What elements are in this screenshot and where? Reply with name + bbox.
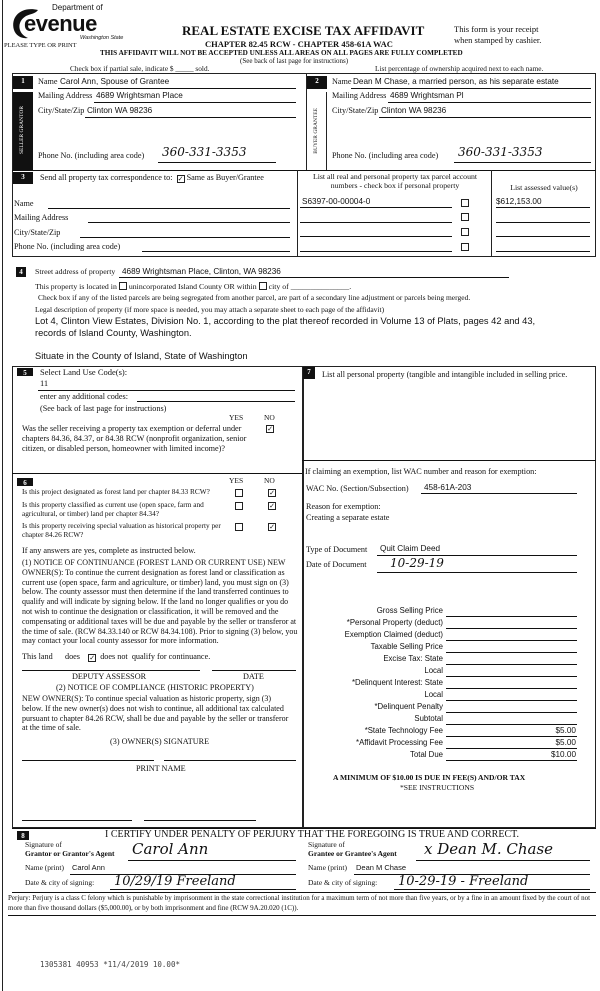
logo-dept: Department of xyxy=(52,3,103,12)
underline xyxy=(351,88,591,89)
seller-phone-field[interactable]: 360-331-3353 xyxy=(162,145,247,159)
buyer-side-label: BUYER GRANTEE xyxy=(313,108,319,154)
fee-value-field[interactable]: $5.00 xyxy=(555,726,576,735)
underline xyxy=(128,860,296,861)
fee-underline xyxy=(446,652,577,653)
label: does not xyxy=(100,652,128,661)
historic-question: Is this property receiving special valuation as historical property per chapter 84.26 RCW? xyxy=(22,521,221,539)
section-number: 1 xyxy=(13,76,33,89)
underline xyxy=(379,117,591,118)
personal-property-checkbox[interactable] xyxy=(461,243,469,251)
print-name-field[interactable] xyxy=(22,820,132,821)
label: Phone No. (including area code) xyxy=(14,242,121,251)
label: Type of Document xyxy=(306,545,368,554)
assessed-header: List assessed value(s) xyxy=(510,183,578,192)
divider xyxy=(491,170,492,257)
underline xyxy=(110,889,296,890)
underline xyxy=(158,162,276,163)
fee-value-field[interactable]: $5.00 xyxy=(555,738,576,747)
see-back-note: (See back of last page for instructions) xyxy=(240,57,349,65)
label: Phone No. (including area code) xyxy=(332,151,439,160)
fee-label: Taxable Selling Price xyxy=(370,642,443,651)
notice-of-continuance: (1) NOTICE OF CONTINUANCE (FOREST LAND OR CURRENT USE) NEW OWNER(S): To continue the current designation as forest land or classification as current use (open space, farm and agriculture, or timber) land, you must sign on (3) below. The county assessor must then determine if the land transferred continues to qualify and will indicate by signing below. If the land no longer qualifies or you do not wish to continue the designation or classification, it will be removed and the compensating or additional taxes will be due and payable by the seller or transferor at the time of sale. (RCW 84.33.140 or RCW 84.34.108). Prior to signing (3) below, you may contact your local county assessor for more information. xyxy=(22,558,298,646)
if-yes-note: If any answers are yes, complete as instructed below. xyxy=(22,546,196,555)
underline xyxy=(421,493,577,494)
label: city of xyxy=(268,282,289,291)
document-date-field[interactable]: 10-29-19 xyxy=(390,556,444,570)
personal-property-checkbox[interactable] xyxy=(461,228,469,236)
fee-label: Excise Tax: State xyxy=(383,654,443,663)
fee-label: *State Technology Fee xyxy=(364,726,443,735)
exemption-reason-field[interactable]: Creating a separate estate xyxy=(306,513,390,522)
legal-description-line[interactable]: Lot 4, Clinton View Estates, Division No. 1, according to the plat thereof recorded in Volume 13 of Plats, pages 42 and 43, xyxy=(35,316,536,326)
personal-property-checkbox[interactable] xyxy=(461,213,469,221)
section-number: 4 xyxy=(16,267,26,277)
label: WAC No. (Section/Subsection) xyxy=(306,484,409,493)
parties-box xyxy=(12,73,596,257)
logo-name: evenue xyxy=(24,11,97,36)
label: Legal description of property (if more space is needed, you may attach a separate sheet to each page of the affidavit) xyxy=(35,305,385,314)
label: Street address of property xyxy=(35,267,116,276)
grantor-print-name-field[interactable]: Carol Ann xyxy=(72,863,105,872)
partial-sale-note: Check box if partial sale, indicate $ _____ sold. xyxy=(70,64,210,73)
seller-mail-field[interactable]: 4689 Wrightsman Place xyxy=(96,91,183,100)
corr-city-field[interactable] xyxy=(80,237,290,238)
label: Mailing Address xyxy=(38,91,93,100)
please-type-note: PLEASE TYPE OR PRINT xyxy=(4,42,77,49)
forest-yes-checkbox[interactable] xyxy=(235,489,243,497)
historic-no-checkbox[interactable]: ✓ xyxy=(269,523,275,531)
label: Grantee or Grantee's Agent xyxy=(308,849,397,858)
land-use-code-field[interactable]: 11 xyxy=(40,378,49,388)
fee-label: Gross Selling Price xyxy=(376,606,443,615)
corr-name-field[interactable] xyxy=(48,208,290,209)
label: Mailing Address xyxy=(332,91,387,100)
label: This property is located in xyxy=(35,282,117,291)
fee-underline xyxy=(446,616,577,617)
deputy-assessor-signature[interactable] xyxy=(22,670,200,671)
city-checkbox[interactable] xyxy=(259,282,267,290)
label: Signature of xyxy=(25,840,62,849)
ownership-note: List percentage of ownership acquired next to each name. xyxy=(375,64,544,73)
yes-header: YES xyxy=(229,413,244,422)
divider xyxy=(12,473,302,474)
label: (See back of last page for instructions) xyxy=(40,404,167,413)
label: DATE xyxy=(243,672,264,681)
see-instructions-note: *SEE INSTRUCTIONS xyxy=(400,783,475,792)
grantee-date-city-field[interactable]: 10-29-19 - Freeland xyxy=(398,874,529,889)
street-address-field[interactable]: 4689 Wrightsman Place, Clinton, WA 98236 xyxy=(122,267,281,276)
parcel-number-field[interactable] xyxy=(300,222,452,223)
fee-underline xyxy=(446,760,577,761)
fee-underline xyxy=(446,688,577,689)
label: qualify for continuance. xyxy=(131,652,211,661)
legal-description-line[interactable]: Situate in the County of Island, State of Washington xyxy=(35,351,248,361)
same-as-buyer-checkbox[interactable]: ✓ xyxy=(177,175,184,183)
label: Name xyxy=(14,199,34,208)
grantor-date-city-field[interactable]: 10/29/19 Freeland xyxy=(114,874,236,889)
label: Date & city of signing: xyxy=(25,878,95,887)
label: If claiming an exemption, list WAC number and reason for exemption: xyxy=(305,467,537,476)
same-as-label: Same as Buyer/Grantee xyxy=(186,173,264,182)
fee-underline xyxy=(446,640,577,641)
assessed-value-field[interactable] xyxy=(496,251,590,252)
corr-phone-field[interactable] xyxy=(142,251,290,252)
label: unincorporated Island County OR within xyxy=(128,282,257,291)
current-use-yes-checkbox[interactable] xyxy=(235,502,243,510)
seller-city-field[interactable]: Clinton WA 98236 xyxy=(87,106,153,115)
underline xyxy=(496,207,590,208)
label: Phone No. (including area code) xyxy=(38,151,145,160)
current-use-question: Is this property classified as current use (open space, farm and agricultural, or timber) land per chapter 84.34? xyxy=(22,500,204,518)
assessed-value-field[interactable] xyxy=(496,222,590,223)
yes-header: YES xyxy=(229,476,244,485)
section-number: 8 xyxy=(17,831,29,840)
label: PRINT NAME xyxy=(136,764,186,773)
underline xyxy=(119,277,509,278)
underline xyxy=(94,102,296,103)
notice-of-compliance-title: (2) NOTICE OF COMPLIANCE (HISTORIC PROPERTY) xyxy=(56,683,254,692)
buyer-city-field[interactable]: Clinton WA 98236 xyxy=(381,106,447,115)
label: Name (print) xyxy=(25,863,64,872)
underline xyxy=(377,572,577,573)
fee-underline xyxy=(446,628,577,629)
personal-property-checkbox[interactable] xyxy=(461,199,469,207)
assessed-value-field[interactable]: $612,153.00 xyxy=(496,197,542,206)
send-to-label: Send all property tax correspondence to: xyxy=(40,173,173,182)
section-number: 5 xyxy=(17,368,33,376)
print-name-field[interactable] xyxy=(144,820,256,821)
parcel-number-field[interactable] xyxy=(300,251,452,252)
label: (3) OWNER(S) SIGNATURE xyxy=(110,737,210,746)
label: This land xyxy=(22,652,53,661)
historic-yes-checkbox[interactable] xyxy=(235,523,243,531)
parcel-header: numbers - check box if personal property xyxy=(330,181,460,190)
section-number: 6 xyxy=(17,478,33,486)
grantor-signature-field[interactable]: Carol Ann xyxy=(132,840,209,858)
parcel-header: List all real and personal property tax parcel account xyxy=(312,172,478,181)
perjury-notice: Perjury: Perjury is a class C felony which is punishable by imprisonment in the state correctional institution for a maximum term of not more than five years, or by a fine in an amount fixed by the court of not more than five thousand dollars ($5,000.00), or by both imprisonment and fine (RCW 9A.20.020 (1C)). xyxy=(8,894,591,912)
minimum-due-note: A MINIMUM OF $10.00 IS DUE IN FEE(S) AND/OR TAX xyxy=(333,773,526,782)
current-use-no-checkbox[interactable]: ✓ xyxy=(269,502,275,510)
parcel-number-field[interactable]: S6397-00-00004-0 xyxy=(302,197,371,206)
label: Date of Document xyxy=(306,560,367,569)
fee-underline xyxy=(446,676,577,677)
underline xyxy=(454,162,591,163)
no-header: NO xyxy=(264,476,275,485)
underline xyxy=(388,102,591,103)
label: Grantor or Grantor's Agent xyxy=(25,849,115,858)
wac-number-field[interactable]: 458-61A-203 xyxy=(424,483,472,492)
divider xyxy=(297,170,298,257)
buyer-phone-field[interactable]: 360-331-3353 xyxy=(458,145,543,159)
document-type-field[interactable]: Quit Claim Deed xyxy=(380,544,441,553)
label: does xyxy=(64,652,80,661)
forest-no-checkbox[interactable]: ✓ xyxy=(269,489,275,497)
owner-signature-field[interactable] xyxy=(164,760,296,761)
label: enter any additional codes: xyxy=(40,392,128,401)
fee-label: Local xyxy=(424,690,443,699)
exemption-question: Was the seller receiving a property tax exemption or deferral under chapters 84.36, 84.37, or 84.38 RCW (nonprofit organization, senior citizen, or disabled person, homeowner with limited income)? xyxy=(22,424,247,454)
fee-label: Local xyxy=(424,666,443,675)
label: Date & city of signing: xyxy=(308,878,378,887)
buyer-name-field[interactable]: Dean M Chase, a married person, as his separate estate xyxy=(353,77,559,86)
owner-signature-field[interactable] xyxy=(22,760,154,761)
label: City/State/Zip xyxy=(38,106,85,115)
no-header: NO xyxy=(264,413,275,422)
fee-value-field[interactable]: $10.00 xyxy=(550,750,576,759)
underline xyxy=(416,860,590,861)
label: Signature of xyxy=(308,840,345,849)
fee-label: Total Due xyxy=(410,750,443,759)
does-not-qualify-checkbox[interactable]: ✓ xyxy=(89,654,96,662)
fee-label: *Delinquent Interest: State xyxy=(351,678,443,687)
label: Name xyxy=(38,77,58,86)
grantee-print-name-field[interactable]: Dean M Chase xyxy=(356,863,407,872)
seller-side-label: SELLER GRANTOR xyxy=(19,106,25,155)
divider xyxy=(12,892,596,893)
underline xyxy=(85,117,296,118)
parcel-number-field[interactable] xyxy=(300,236,452,237)
underline xyxy=(300,207,452,208)
fee-underline xyxy=(446,724,577,725)
label: Select Land Use Code(s): xyxy=(40,367,128,377)
receipt-note-1: This form is your receipt xyxy=(454,24,539,34)
unincorporated-checkbox[interactable] xyxy=(119,282,127,290)
form-chapter: CHAPTER 82.45 RCW - CHAPTER 458-61A WAC xyxy=(205,39,393,49)
page-edge-left xyxy=(2,0,3,991)
receipt-note-2: when stamped by cashier. xyxy=(454,35,542,45)
underline xyxy=(58,88,296,89)
grantee-signature-field[interactable]: x Dean M. Chase xyxy=(424,840,554,858)
seller-name-field[interactable]: Carol Ann, Spouse of Grantee xyxy=(60,77,170,86)
fee-underline xyxy=(446,736,577,737)
label: City/State/Zip xyxy=(14,228,61,237)
label: DEPUTY ASSESSOR xyxy=(72,672,147,681)
exemption-no-checkbox[interactable]: ✓ xyxy=(267,425,273,433)
divider xyxy=(302,460,596,461)
fee-underline xyxy=(446,664,577,665)
legal-description-line[interactable]: records of Island County, Washington. xyxy=(35,328,192,338)
label: Reason for exemption: xyxy=(306,502,381,511)
additional-codes-field[interactable] xyxy=(137,401,295,402)
fee-label: Subtotal xyxy=(414,714,443,723)
section-number: 2 xyxy=(307,76,327,89)
perjury-certification: I CERTIFY UNDER PENALTY OF PERJURY THAT THE FOREGOING IS TRUE AND CORRECT. xyxy=(105,829,519,840)
divider xyxy=(8,915,596,916)
divider xyxy=(12,170,596,171)
segregated-note: Check box if any of the listed parcels are being segregated from another parcel, are part of a secondary line adjustment or parcels being merged. xyxy=(38,293,471,302)
forest-question: Is this project designated as forest land per chapter 84.33 RCW? xyxy=(22,487,210,496)
label: Name xyxy=(332,77,352,86)
buyer-mail-field[interactable]: 4689 Wrightsman Pl xyxy=(390,91,464,100)
corr-mail-field[interactable] xyxy=(88,222,290,223)
underline xyxy=(394,889,590,890)
fee-label: Exemption Claimed (deduct) xyxy=(344,630,443,639)
label: Mailing Address xyxy=(14,213,69,222)
fee-underline xyxy=(446,700,577,701)
fee-underline xyxy=(446,712,577,713)
fee-label: *Personal Property (deduct) xyxy=(346,618,443,627)
notice-of-compliance: NEW OWNER(S): To continue special valuation as historic property, sign (3) below. If the new owner(s) does not wish to continue, all additional tax calculated pursuant to chapter 84.26 RCW, shall be due and payable by the seller or transferor at the time of sale. xyxy=(22,694,289,733)
section-number: 7 xyxy=(303,367,315,379)
fee-label: *Affidavit Processing Fee xyxy=(356,738,443,747)
label: Name (print) xyxy=(308,863,347,872)
underline xyxy=(38,390,295,391)
section-number: 3 xyxy=(13,172,33,184)
form-title: REAL ESTATE EXCISE TAX AFFIDAVIT xyxy=(182,23,425,38)
label: City/State/Zip xyxy=(332,106,379,115)
assessed-value-field[interactable] xyxy=(496,236,590,237)
completion-warning: THIS AFFIDAVIT WILL NOT BE ACCEPTED UNLESS ALL AREAS ON ALL PAGES ARE FULLY COMPLETED xyxy=(100,49,463,57)
logo-state: Washington State xyxy=(80,35,124,41)
cashier-stamp: 1305381 40953 *11/4/2019 10.00* xyxy=(40,960,180,969)
personal-property-label: List all personal property (tangible and intangible included in selling price. xyxy=(322,370,568,379)
deputy-date-field[interactable] xyxy=(212,670,296,671)
fee-label: *Delinquent Penalty xyxy=(374,702,443,711)
fee-underline xyxy=(446,748,577,749)
